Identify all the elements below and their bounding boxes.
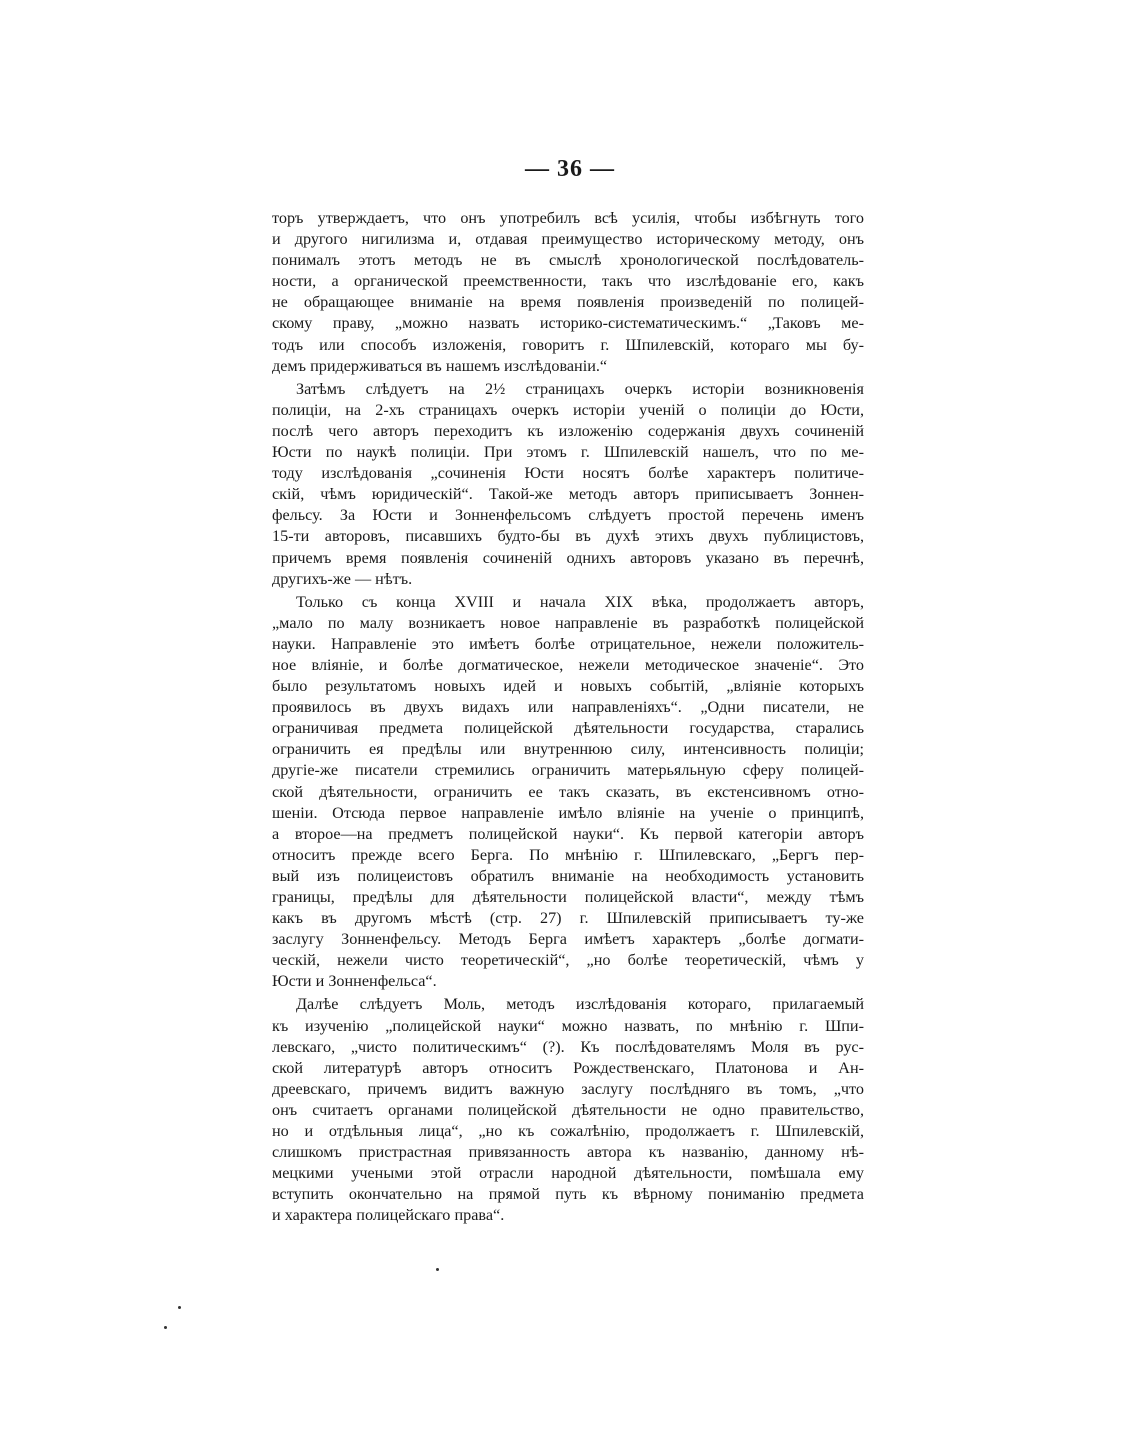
scan-speck <box>436 1268 439 1271</box>
text-line: вступить окончательно на прямой путь къ вѣрному пониманію предмета <box>272 1185 864 1204</box>
text-line: а второе—на предметъ полицейской науки“. Къ первой категоріи авторъ <box>272 824 864 843</box>
paragraph-1 <box>272 208 864 377</box>
text-line: слишкомъ пристрастная привязанность автора къ названію, данному нѣ- <box>272 1143 864 1162</box>
text-line: ограничивая предмета полицейской дѣятельности государства, старались <box>272 719 864 738</box>
text-line: Юсти и Зонненфельса“. <box>272 972 437 991</box>
text-line: фельсу. За Юсти и Зонненфельсомъ слѣдуетъ простой перечень именъ <box>272 506 864 525</box>
text-line: ное вліяніе, и болѣе догматическое, нежели методическое значеніе“. Это <box>272 655 864 674</box>
text-line: ческій, нежели чисто теоретическій“, „но болѣе теоретическій, чѣмъ у <box>272 951 864 970</box>
text-line: другіе-же писатели стремились ограничить матерьяльную сферу полицей- <box>272 761 864 780</box>
text-line: шеніи. Отсюда первое направленіе имѣло вліяніе на ученіе о принципѣ, <box>272 803 864 822</box>
text-line: но и отдѣльныя лица“, „но къ сожалѣнію, продолжаетъ г. Шпилевскій, <box>272 1122 864 1141</box>
text-line: скому праву, „можно назвать историко-систематическимъ.“ „Таковъ ме- <box>272 314 864 333</box>
text-line: другихъ-же — нѣтъ. <box>272 569 413 588</box>
text-line: было результатомъ новыхъ идей и новыхъ событій, „вліяніе которыхъ <box>272 677 864 696</box>
text-line: „мало по малу возникаетъ новое направленіе въ разработкѣ полицейской <box>272 613 864 632</box>
text-line: ограничить ея предѣлы или внутреннюю силу, интенсивность полиціи; <box>272 740 864 759</box>
text-line: науки. Направленіе это имѣетъ болѣе отрицательное, нежели положитель- <box>272 634 864 653</box>
text-line: къ изученію „полицейской науки“ можно назвать, по мнѣнію г. Шпи- <box>272 1016 864 1035</box>
text-line: ской литературѣ авторъ относитъ Рождественскаго, Платонова и Ан- <box>272 1058 864 1077</box>
text-line: заслугу Зонненфельсу. Методъ Берга имѣетъ характеръ „болѣе догмати- <box>272 930 864 949</box>
text-line: вый изъ полицеистовъ обратилъ вниманіе на необходимость установить <box>272 866 864 885</box>
text-line: какъ въ другомъ мѣстѣ (стр. 27) г. Шпилевскій приписываетъ ту-же <box>272 909 864 928</box>
text-line: 15-ти авторовъ, писавшихъ будто-бы въ духѣ этихъ двухъ публицистовъ, <box>272 527 864 546</box>
text-line: левскаго, „чисто политическимъ“ (?). Къ послѣдователямъ Моля въ рус- <box>272 1037 864 1056</box>
text-line: и другого нигилизма и, отдавая преимущество историческому методу, онъ <box>272 230 864 249</box>
paragraph-4 <box>272 994 864 1226</box>
text-line: относитъ прежде всего Берга. По мнѣнію г. Шпилевскаго, „Бергъ пер- <box>272 845 864 864</box>
text-line: причемъ время появленія сочиненій однихъ авторовъ указано въ перечнѣ, <box>272 548 864 567</box>
text-line: Далѣе слѣдуетъ Моль, методъ изслѣдованія котораго, прилагаемый <box>296 995 864 1014</box>
page-number: — 36 — <box>525 156 615 182</box>
text-line: тодъ или способъ изложенія, говоритъ г. Шпилевскій, котораго мы бу- <box>272 335 864 354</box>
text-line: Юсти по наукѣ полиціи. При этомъ г. Шпилевскій нашелъ, что по ме- <box>272 443 864 462</box>
paragraph-3 <box>272 592 864 993</box>
scan-speck <box>164 1326 167 1329</box>
body-text <box>272 208 864 1227</box>
text-line: ской дѣятельности, ограничить ее такъ сказать, въ екстенсивномъ отно- <box>272 782 864 801</box>
text-line: мецкими учеными этой отрасли народной дѣятельности, помѣшала ему <box>272 1164 864 1183</box>
text-line: полиціи, на 2-хъ страницахъ очеркъ исторіи ученій о полиціи до Юсти, <box>272 400 864 419</box>
text-line: проявилось въ двухъ видахъ или направленіяхъ“. „Одни писатели, не <box>272 698 864 717</box>
text-line: ности, а органической преемственности, такъ что изслѣдованіе его, какъ <box>272 272 864 291</box>
text-line: и характера полицейскаго права“. <box>272 1206 505 1225</box>
text-line: демъ придерживаться въ нашемъ изслѣдованіи.“ <box>272 356 608 375</box>
text-line: понималъ этотъ методъ не въ смыслѣ хронологической послѣдователь- <box>272 251 864 270</box>
text-line: Только съ конца XVIII и начала XIX вѣка, продолжаетъ авторъ, <box>296 592 864 611</box>
text-line: скій, чѣмъ юридическій“. Такой-же методъ авторъ приписываетъ Зоннен- <box>272 485 864 504</box>
text-line: дреевскаго, причемъ видитъ важную заслугу послѣдняго въ томъ, „что <box>272 1079 864 1098</box>
text-line: онъ считаетъ органами полицейской дѣятельности не одно правительство, <box>272 1100 864 1119</box>
text-line: не обращающее вниманіе на время появленія произведеній по полицей- <box>272 293 864 312</box>
text-line: границы, предѣлы для дѣятельности полицейской власти“, между тѣмъ <box>272 888 864 906</box>
paragraph-2 <box>272 379 864 590</box>
text-line: Затѣмъ слѣдуетъ на 2½ страницахъ очеркъ исторіи возникновенія <box>296 379 864 398</box>
text-line: торъ утверждаетъ, что онъ употребилъ всѣ усилія, чтобы избѣгнуть того <box>272 209 864 227</box>
text-line: тоду изслѣдованія „сочиненія Юсти носятъ болѣе характеръ политиче- <box>272 464 864 483</box>
text-line: послѣ чего авторъ переходитъ къ изложенію содержанія двухъ сочиненій <box>272 421 864 440</box>
scan-speck <box>178 1306 181 1309</box>
